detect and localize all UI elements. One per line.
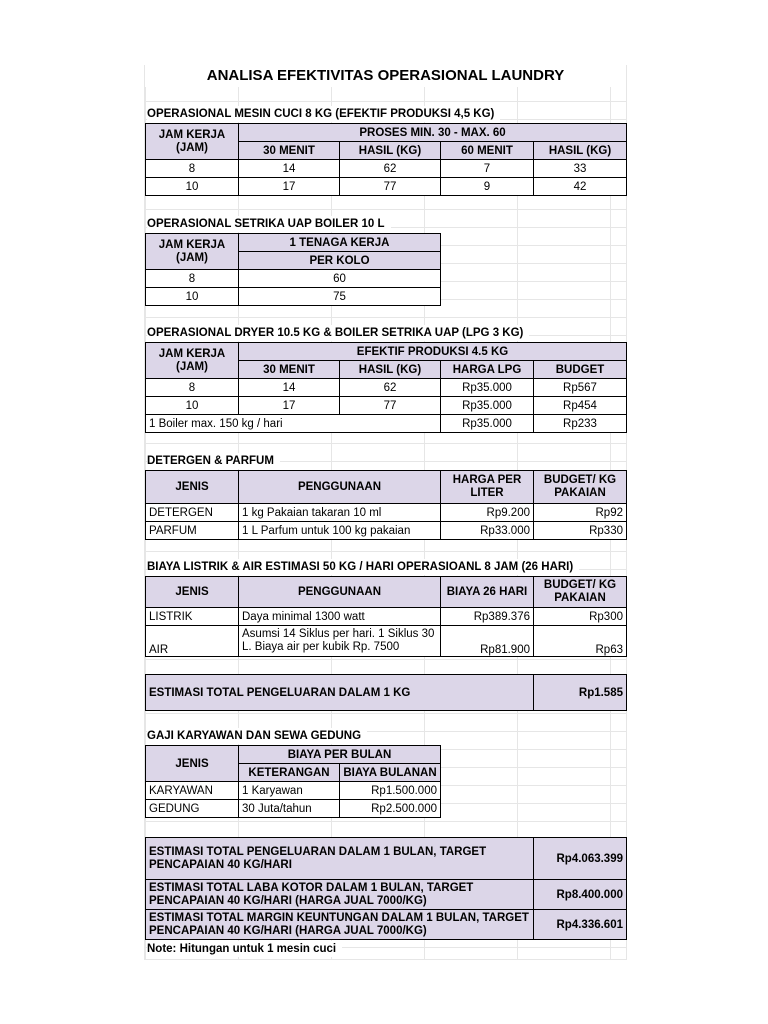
cell: 8 xyxy=(146,379,239,397)
spreadsheet xyxy=(144,65,627,960)
salary-col: BIAYA BULANAN xyxy=(340,764,441,782)
cell: 7 xyxy=(441,160,534,178)
cell: Rp35.000 xyxy=(441,415,534,433)
utility-col: BIAYA 26 HARI xyxy=(441,577,534,608)
cell: 9 xyxy=(441,178,534,196)
table-row xyxy=(146,160,627,178)
dryer-heading: OPERASIONAL DRYER 10.5 KG & BOILER SETRIKA UAP (LPG 3 KG) xyxy=(147,325,529,341)
table-row xyxy=(146,178,627,196)
salary-heading: GAJI KARYAWAN DAN SEWA GEDUNG xyxy=(147,728,367,744)
cell: Rp92 xyxy=(534,504,627,522)
cell: 8 xyxy=(146,270,239,288)
table-row xyxy=(146,800,441,818)
total-per-kg-table xyxy=(145,674,627,711)
cell: 17 xyxy=(239,397,340,415)
cell: Rp233 xyxy=(534,415,627,433)
cell: AIR xyxy=(146,626,239,657)
cell: Rp81.900 xyxy=(441,626,534,657)
detergent-table xyxy=(145,470,627,540)
summary-value: Rp4.063.399 xyxy=(534,838,627,880)
utility-col: BUDGET/ KG PAKAIAN xyxy=(534,577,627,608)
table-row xyxy=(146,504,627,522)
cell: PARFUM xyxy=(146,522,239,540)
cell: LISTRIK xyxy=(146,608,239,626)
cell: 77 xyxy=(340,397,441,415)
table-row xyxy=(146,522,627,540)
table-row xyxy=(146,288,441,306)
table-row xyxy=(146,626,627,657)
cell: Rp33.000 xyxy=(441,522,534,540)
page-title: ANALISA EFEKTIVITAS OPERASIONAL LAUNDRY xyxy=(145,65,626,87)
cell: 42 xyxy=(534,178,627,196)
total-per-kg-label: ESTIMASI TOTAL PENGELUARAN DALAM 1 KG xyxy=(146,675,534,711)
iron-heading: OPERASIONAL SETRIKA UAP BOILER 10 L xyxy=(147,216,391,232)
dryer-group-header: EFEKTIF PRODUKSI 4.5 KG xyxy=(239,343,627,361)
cell: GEDUNG xyxy=(146,800,239,818)
cell: 1 Karyawan xyxy=(239,782,340,800)
table-row xyxy=(146,415,627,433)
salary-col: KETERANGAN xyxy=(239,764,340,782)
salary-col-jenis: JENIS xyxy=(146,746,239,782)
cell: 1 kg Pakaian takaran 10 ml xyxy=(239,504,441,522)
cell: Rp1.500.000 xyxy=(340,782,441,800)
table-row xyxy=(146,782,441,800)
cell: 14 xyxy=(239,160,340,178)
cell: Rp35.000 xyxy=(441,397,534,415)
dryer-col-jam: JAM KERJA (JAM) xyxy=(146,343,239,379)
total-per-kg-value: Rp1.585 xyxy=(534,675,627,711)
cell: Rp567 xyxy=(534,379,627,397)
washer-heading: OPERASIONAL MESIN CUCI 8 KG (EFEKTIF PRODUKSI 4,5 KG) xyxy=(147,106,500,122)
summary-table xyxy=(145,837,627,940)
iron-table xyxy=(145,233,441,306)
utility-table xyxy=(145,576,627,657)
detergent-col: HARGA PER LITER xyxy=(441,471,534,504)
footnote: Note: Hitungan untuk 1 mesin cuci xyxy=(147,941,342,957)
table-row xyxy=(146,608,627,626)
summary-row xyxy=(146,838,627,880)
summary-row xyxy=(146,880,627,910)
salary-table xyxy=(145,745,441,818)
cell: 77 xyxy=(340,178,441,196)
cell: 30 Juta/tahun xyxy=(239,800,340,818)
utility-heading: BIAYA LISTRIK & AIR ESTIMASI 50 KG / HARI OPERASIOANL 8 JAM (26 HARI) xyxy=(147,559,579,575)
cell: 10 xyxy=(146,397,239,415)
salary-group-header: BIAYA PER BULAN xyxy=(239,746,441,764)
washer-group-header: PROSES MIN. 30 - MAX. 60 xyxy=(239,124,627,142)
dryer-col: BUDGET xyxy=(534,361,627,379)
dryer-col: HARGA LPG xyxy=(441,361,534,379)
summary-label: ESTIMASI TOTAL MARGIN KEUNTUNGAN DALAM 1 BULAN, TARGET PENCAPAIAN 40 KG/HARI (HARGA JUAL 7000/KG) xyxy=(146,910,534,940)
table-row xyxy=(146,379,627,397)
cell: 60 xyxy=(239,270,441,288)
cell: Rp63 xyxy=(534,626,627,657)
cell: Rp9.200 xyxy=(441,504,534,522)
cell: 1 L Parfum untuk 100 kg pakaian xyxy=(239,522,441,540)
cell: Daya minimal 1300 watt xyxy=(239,608,441,626)
cell: Asumsi 14 Siklus per hari. 1 Siklus 30 L. Biaya air per kubik Rp. 7500 xyxy=(239,626,441,657)
detergent-col: BUDGET/ KG PAKAIAN xyxy=(534,471,627,504)
table-row xyxy=(146,270,441,288)
iron-col-jam: JAM KERJA (JAM) xyxy=(146,234,239,270)
washer-col: HASIL (KG) xyxy=(534,142,627,160)
summary-label: ESTIMASI TOTAL LABA KOTOR DALAM 1 BULAN, TARGET PENCAPAIAN 40 KG/HARI (HARGA JUAL 7000/KG) xyxy=(146,880,534,910)
summary-label: ESTIMASI TOTAL PENGELUARAN DALAM 1 BULAN, TARGET PENCAPAIAN 40 KG/HARI xyxy=(146,838,534,880)
cell: Rp454 xyxy=(534,397,627,415)
summary-value: Rp4.336.601 xyxy=(534,910,627,940)
detergent-col: PENGGUNAAN xyxy=(239,471,441,504)
utility-col: PENGGUNAAN xyxy=(239,577,441,608)
cell: Rp2.500.000 xyxy=(340,800,441,818)
cell: 10 xyxy=(146,288,239,306)
table-row xyxy=(146,397,627,415)
washer-col: 60 MENIT xyxy=(441,142,534,160)
dryer-col: HASIL (KG) xyxy=(340,361,441,379)
cell: 10 xyxy=(146,178,239,196)
detergent-col: JENIS xyxy=(146,471,239,504)
iron-sub-header: PER KOLO xyxy=(239,252,441,270)
cell: 75 xyxy=(239,288,441,306)
cell: DETERGEN xyxy=(146,504,239,522)
cell: Rp330 xyxy=(534,522,627,540)
dryer-col: 30 MENIT xyxy=(239,361,340,379)
dryer-table xyxy=(145,342,627,433)
cell: 33 xyxy=(534,160,627,178)
washer-table xyxy=(145,123,627,196)
cell: Rp300 xyxy=(534,608,627,626)
boiler-label: 1 Boiler max. 150 kg / hari xyxy=(146,415,441,433)
summary-value: Rp8.400.000 xyxy=(534,880,627,910)
washer-col-jam: JAM KERJA (JAM) xyxy=(146,124,239,160)
washer-col: HASIL (KG) xyxy=(340,142,441,160)
cell: Rp35.000 xyxy=(441,379,534,397)
summary-row xyxy=(146,910,627,940)
utility-col: JENIS xyxy=(146,577,239,608)
washer-col: 30 MENIT xyxy=(239,142,340,160)
cell: Rp389.376 xyxy=(441,608,534,626)
detergent-heading: DETERGEN & PARFUM xyxy=(147,453,280,469)
cell: 62 xyxy=(340,160,441,178)
iron-group-header: 1 TENAGA KERJA xyxy=(239,234,441,252)
cell: 17 xyxy=(239,178,340,196)
cell: KARYAWAN xyxy=(146,782,239,800)
cell: 8 xyxy=(146,160,239,178)
cell: 62 xyxy=(340,379,441,397)
cell: 14 xyxy=(239,379,340,397)
